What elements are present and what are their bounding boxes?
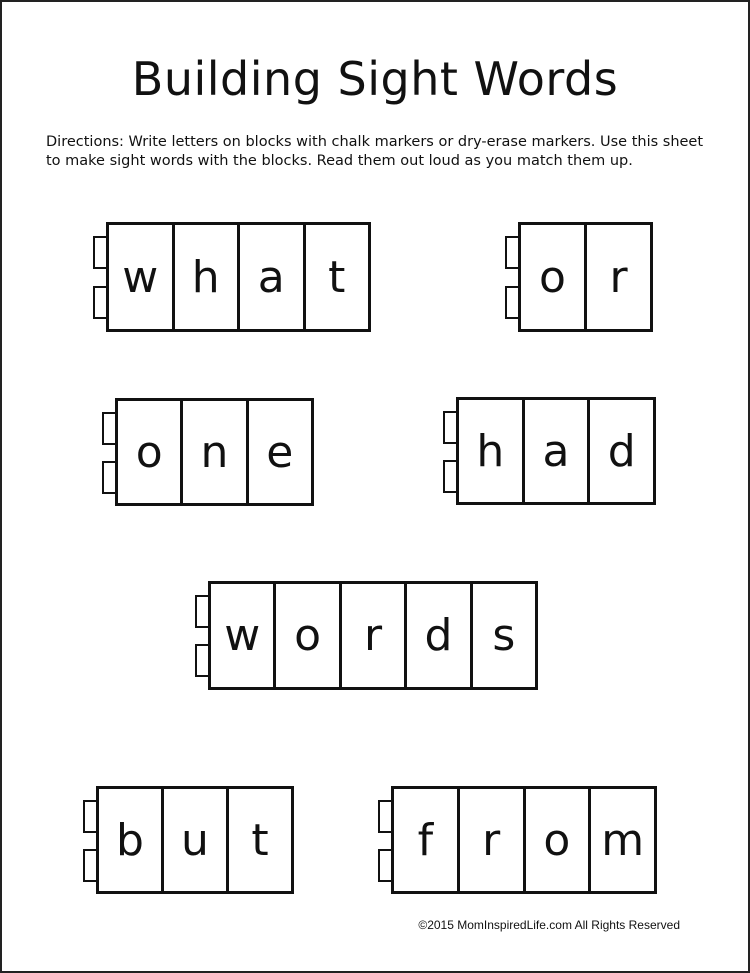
word-block-had (443, 397, 656, 505)
letter-cell: e (246, 401, 311, 503)
letter-cell: t (303, 225, 369, 329)
word-block-what (93, 222, 371, 332)
page-title: Building Sight Words (131, 52, 619, 106)
block-stud (378, 849, 391, 882)
letter-cell: o (273, 584, 338, 687)
block-stud (83, 849, 96, 882)
letter-cell: o (523, 789, 589, 891)
word-block-from (378, 786, 657, 894)
letter-cell: u (161, 789, 226, 891)
letter-cell: b (116, 814, 144, 866)
word-block-or (505, 222, 653, 332)
block-stud (443, 460, 456, 493)
block-stud (102, 412, 115, 445)
block-stud (195, 644, 208, 677)
letter-row (518, 222, 653, 332)
block-stud (83, 800, 96, 833)
letter-row (456, 397, 656, 505)
word-block-one (102, 398, 314, 506)
letter-cell: m (588, 789, 654, 891)
letter-cell: w (122, 251, 159, 303)
letter-cell: o (539, 251, 566, 303)
letter-cell: o (135, 426, 163, 478)
word-block-words (195, 581, 538, 690)
letter-cell: r (457, 789, 523, 891)
letter-cell: t (226, 789, 291, 891)
letter-cell: w (224, 610, 261, 661)
letter-cell: s (470, 584, 535, 687)
letter-row (115, 398, 314, 506)
word-block-but (83, 786, 294, 894)
block-stud (378, 800, 391, 833)
letter-cell: r (339, 584, 404, 687)
letter-row (106, 222, 371, 332)
letter-cell: n (180, 401, 245, 503)
letter-cell: d (587, 400, 653, 502)
block-stud (93, 286, 106, 319)
block-stud (102, 461, 115, 494)
block-stud (505, 286, 518, 319)
letter-cell: d (404, 584, 469, 687)
letter-cell: h (172, 225, 238, 329)
block-stud (195, 595, 208, 628)
letter-cell: a (237, 225, 303, 329)
block-stud (505, 236, 518, 269)
block-stud (93, 236, 106, 269)
letter-row (208, 581, 538, 690)
letter-cell: r (584, 225, 650, 329)
letter-cell: h (476, 425, 505, 477)
letter-row (391, 786, 657, 894)
block-stud (443, 411, 456, 444)
letter-row (96, 786, 294, 894)
letter-cell: a (522, 400, 588, 502)
directions-text: Directions: Write letters on blocks with chalk markers or dry-erase markers. Use this sheet to make sight words with the blocks. Read them out loud as you match them up. (46, 134, 704, 169)
letter-cell: f (417, 814, 434, 866)
copyright-notice: ©2015 MomInspiredLife.com All Rights Reserved (418, 918, 680, 932)
